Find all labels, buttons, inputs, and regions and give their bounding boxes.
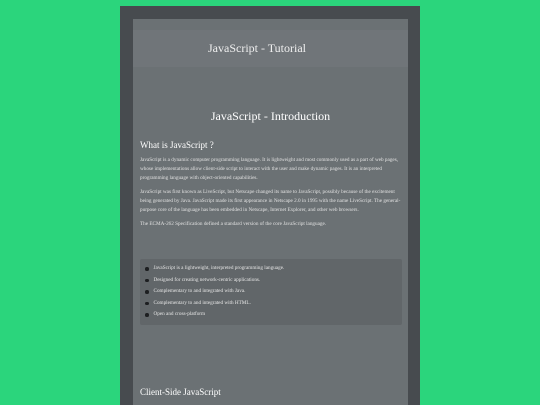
paragraph-2: JavaScript was first known as LiveScript, but Netscape changed its name to JavaScript, possibly because of the excitement being generated by Java. JavaScript made its first appearance in Netscape 2.0 in 1995 with the name LiveScript. The general-purpose core of the language has been embedded in Netscape, Internet Explorer, and other web browsers. bbox=[140, 189, 401, 213]
feature-list-box bbox=[140, 259, 402, 325]
section-heading: What is JavaScript ? bbox=[140, 140, 214, 150]
paragraph-1: JavaScript is a dynamic computer programming language. It is lightweight and most commonly used as a part of web pages, whose implementations allow client-side script to interact with the user and make dynamic pages. It is an interpreted programming language with object-oriented capabilities. bbox=[140, 157, 399, 181]
paragraph-3: The ECMA-262 Specification defined a standard version of the core JavaScript language. bbox=[140, 221, 327, 227]
site-title: JavaScript - Tutorial bbox=[208, 41, 306, 55]
list-item: Designed for creating network-centric applications. bbox=[145, 275, 402, 287]
section-heading-client-side: Client-Side JavaScript bbox=[140, 387, 221, 397]
bullet-icon bbox=[145, 290, 149, 294]
bullet-icon bbox=[145, 267, 149, 271]
list-item: Complementary to and integrated with Java. bbox=[145, 286, 402, 298]
bullet-icon bbox=[145, 302, 149, 306]
header-bar bbox=[133, 30, 408, 67]
bullet-icon bbox=[145, 313, 149, 317]
feature-list bbox=[140, 259, 402, 321]
list-item: Complementary to and integrated with HTML. bbox=[145, 298, 402, 310]
list-item: Open and cross-platform bbox=[145, 309, 402, 321]
page-title: JavaScript - Introduction bbox=[210, 109, 331, 123]
bullet-icon bbox=[145, 279, 149, 283]
article-body bbox=[140, 140, 403, 234]
list-item: JavaScript is a lightweight, interpreted programming language. bbox=[145, 263, 402, 275]
